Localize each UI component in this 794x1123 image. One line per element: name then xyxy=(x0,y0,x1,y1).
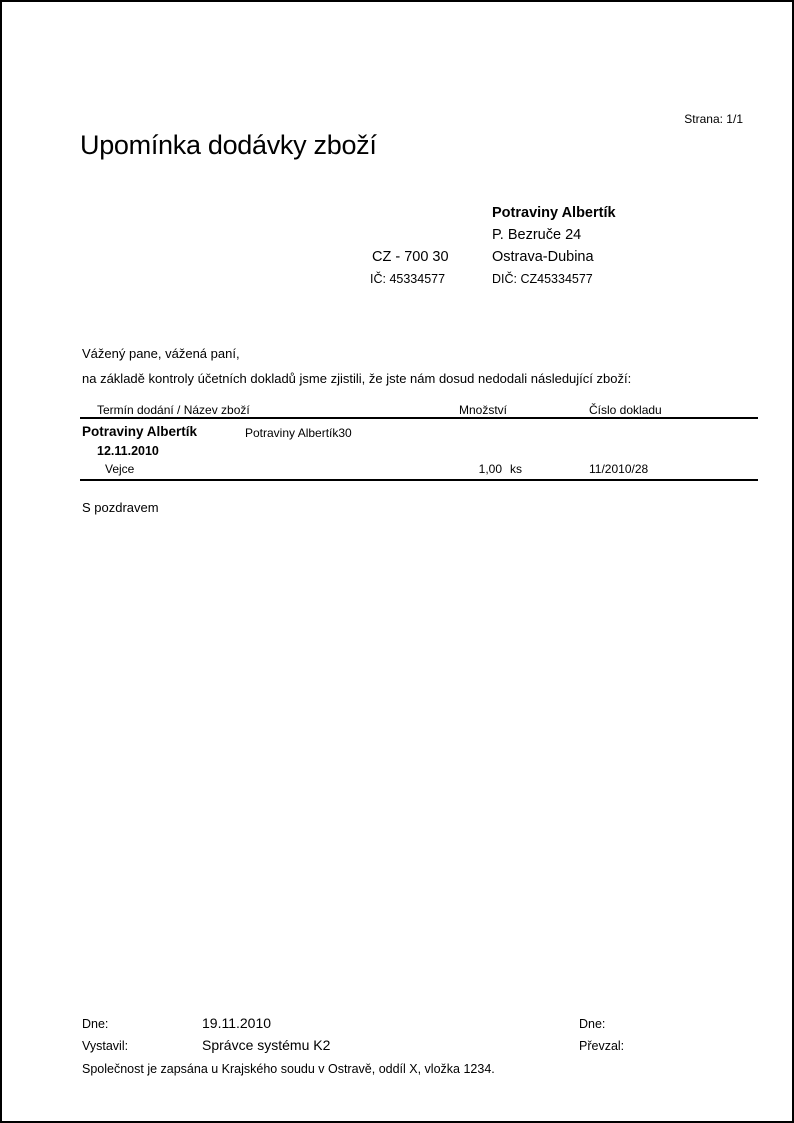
page-number: Strana: 1/1 xyxy=(684,112,743,126)
salutation: Vážený pane, vážená paní, xyxy=(82,346,240,361)
table-header-document: Číslo dokladu xyxy=(589,403,662,417)
table-bottom-rule xyxy=(80,479,758,481)
recipient-country-zip: CZ - 700 30 xyxy=(372,249,449,265)
intro-paragraph: na základě kontroly účetních dokladů jsme zjistili, že jste nám dosud nedodali následující zboží: xyxy=(82,371,632,386)
recipient-dic: DIČ: CZ45334577 xyxy=(492,272,593,286)
recipient-ic: IČ: 45334577 xyxy=(370,272,446,286)
item-quantity: 1,00 xyxy=(478,462,502,476)
item-document-number: 11/2010/28 xyxy=(589,462,649,476)
supplier-group-name: Potraviny Albertík xyxy=(82,424,198,439)
table-header-delivery-name: Termín dodání / Název zboží xyxy=(97,403,250,417)
footer-date-label: Dne: xyxy=(82,1017,109,1031)
delivery-date: 12.11.2010 xyxy=(97,444,159,458)
recipient-street: P. Bezruče 24 xyxy=(492,227,582,243)
table-header-rule xyxy=(80,417,758,419)
footer-right-date-label: Dne: xyxy=(579,1017,606,1031)
footer-issuer-value: Správce systému K2 xyxy=(202,1037,331,1053)
footer-date-value: 19.11.2010 xyxy=(202,1015,272,1031)
document-title: Upomínka dodávky zboží xyxy=(80,130,377,160)
item-name: Vejce xyxy=(105,462,135,476)
company-registration-note: Společnost je zapsána u Krajského soudu v Ostravě, oddíl X, vložka 1234. xyxy=(82,1062,495,1076)
item-unit: ks xyxy=(510,462,522,476)
supplier-group-detail: Potraviny Albertík30 xyxy=(245,426,352,440)
closing-text: S pozdravem xyxy=(82,500,159,515)
recipient-city: Ostrava-Dubina xyxy=(492,249,594,265)
table-header-quantity: Množství xyxy=(459,403,508,417)
footer-issuer-label: Vystavil: xyxy=(82,1039,129,1053)
footer-receiver-label: Převzal: xyxy=(579,1039,625,1053)
recipient-name: Potraviny Albertík xyxy=(492,205,616,221)
